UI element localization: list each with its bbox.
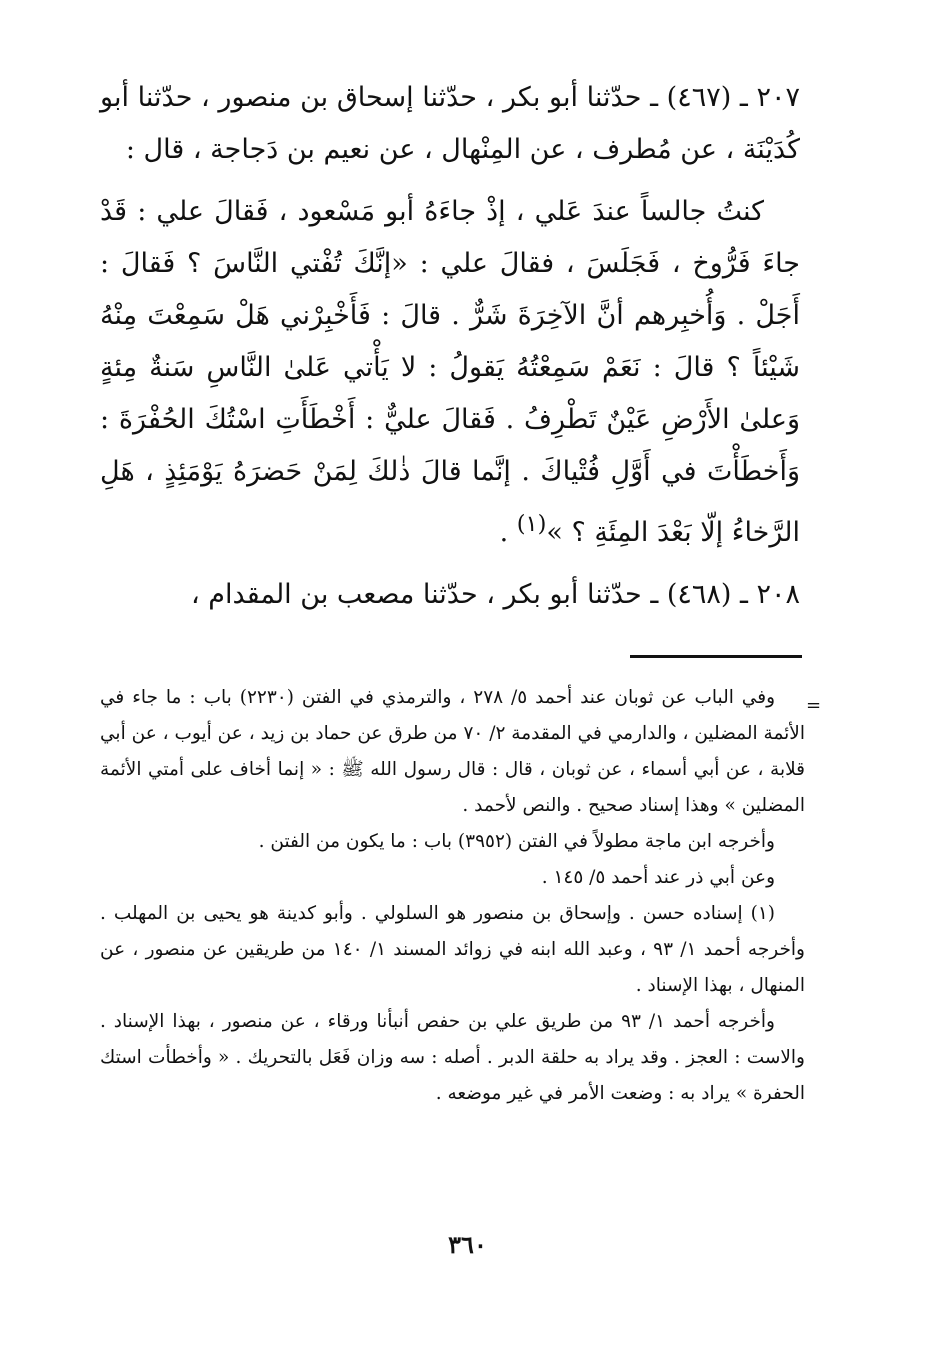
footnote-1: (١) إسناده حسن . وإسحاق بن منصور هو السلولي . وأبو كدينة هو يحيى بن المهلب . وأخرجه أحمد ١/ ٩٣ ، وعبد الله ابنه في زوائد المسند ١/ ١٤٠ من طريقين عن منصور ، عن المنهال ، بهذا الإسناد . xyxy=(100,903,805,996)
hadith-207-header: ٢٠٧ ـ (٤٦٧) ـ حدّثنا أبو بكر ، حدّثنا إسحاق بن منصور ، حدّثنا أبو كُدَيْنَة ، عن مُطرف ، عن المِنْهال ، عن نعيم بن دَجاجة ، قال : xyxy=(100,82,800,165)
hadith-207-text: كنتُ جالساً عندَ عَلي ، إذْ جاءَهُ أبو مَسْعود ، فَقالَ علي : قَدْ جاءَ فَرُّوخ ، فَجَلَسَ ، فقالَ علي : «إنَّكَ تُفْتي النَّاسَ ؟ فَقالَ : أَجَلْ . وَأُخبِرهم أنَّ الآخِرَةَ شَرٌّ . قالَ : فَأَخْبِرْني هَلْ سَمِعْتَ مِنْهُ شَيْئاً ؟ قالَ : نَعَمْ سَمِعْتُهُ يَقولُ : لا يَأْتي عَلىٰ النَّاسِ سَنةٌ مِئةٍ وَعلىٰ الأَرْضِ عَيْنٌ تَطْرِفُ . فَقالَ عليٌّ : أَخْطَأَتِ اسْتُكَ الحُفْرَةَ : وَأَخطَأْتَ في أَوَّلِ فُتْياكَ . إنَّما قالَ ذٰلكَ لِمَنْ حَضرَهُ يَوْمَئِذٍ ، هَلِ الرَّخاءُ إلّا بَعْدَ المِئَةِ ؟ » xyxy=(100,196,800,548)
hadith-207-end: . xyxy=(499,517,517,548)
continuation-marker: = xyxy=(806,695,822,716)
footnote-separator xyxy=(630,655,802,658)
hadith-207-body xyxy=(100,186,800,559)
footnote-ref-1: (١) xyxy=(516,511,547,537)
footnote-1-continued: وأخرجه أحمد ١/ ٩٣ من طريق علي بن حفص أنبأنا ورقاء ، عن منصور ، بهذا الإسناد . والاست : العجز . وقد يراد به حلقة الدبر . أصله : سه وزان فَعَل بالتحريك . « وأخطأت استك الحفرة » يراد به : وضعت الأمر في غير موضعه . xyxy=(100,1011,805,1104)
footnote-abu-dharr: وعن أبي ذر عند أحمد ٥/ ١٤٥ . xyxy=(541,867,775,888)
hadith-208-header: ٢٠٨ ـ (٤٦٨) ـ حدّثنا أبو بكر ، حدّثنا مصعب بن المقدام ، xyxy=(191,579,800,610)
page-number: ٣٦٠ xyxy=(448,1230,487,1259)
footnote-continued: وفي الباب عن ثوبان عند أحمد ٥/ ٢٧٨ ، والترمذي في الفتن (٢٢٣٠) باب : ما جاء في الأئمة المضلين ، والدارمي في المقدمة ٢/ ٧٠ من طرق عن حماد بن زيد ، عن أيوب ، عن أبي قلابة ، عن أبي أسماء ، عن ثوبان ، قال : قال رسول الله ﷺ : « إنما أخاف على أمتي الأئمة المضلين » وهذا إسناد صحيح . والنص لأحمد . xyxy=(100,687,805,816)
footnote-ibn-majah: وأخرجه ابن ماجة مطولاً في الفتن (٣٩٥٢) باب : ما يكون من الفتن . xyxy=(258,831,775,852)
footnotes xyxy=(100,680,805,1112)
main-text xyxy=(100,72,800,621)
